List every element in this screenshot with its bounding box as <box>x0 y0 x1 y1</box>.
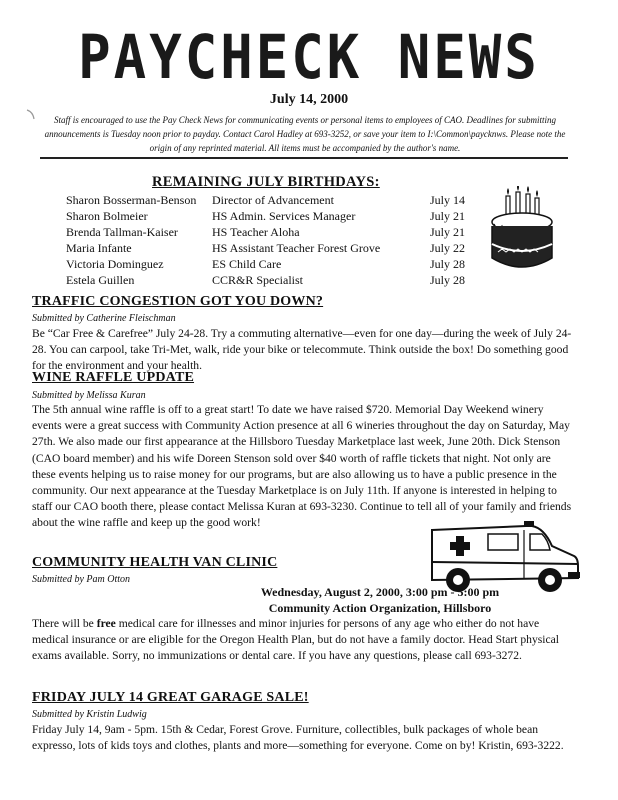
birthday-row <box>66 192 490 208</box>
birthday-title: ES Child Care <box>212 257 282 271</box>
birthday-name: Sharon Bosserman-Benson <box>66 193 197 207</box>
clinic-body <box>32 616 572 665</box>
birthday-date: July 21 <box>430 225 466 239</box>
garage-body <box>32 722 572 754</box>
birthday-row <box>66 224 490 240</box>
wine-byline: Submitted by Melissa Kuran <box>32 390 146 401</box>
birthday-cake-icon <box>484 186 558 276</box>
wine-body <box>32 402 572 532</box>
birthdays-heading: REMAINING JULY BIRTHDAYS: <box>152 174 380 190</box>
birthday-row <box>66 240 490 256</box>
clinic-paragraph <box>32 616 572 665</box>
birthday-date: July 28 <box>430 257 466 271</box>
traffic-body <box>32 326 572 375</box>
issue-date: July 14, 2000 <box>269 92 349 107</box>
birthday-title: HS Admin. Services Manager <box>212 209 356 223</box>
traffic-heading: TRAFFIC CONGESTION GOT YOU DOWN? <box>32 294 324 309</box>
traffic-paragraph: Be “Car Free & Carefree” July 24-28. Try a commuting alternative—even for one day—during the week of July 24-28. You can carpool, take Tri-Met, walk, ride your bike or telecommute. Think outside the box! Do something good for the environment and your health. <box>32 327 572 373</box>
clinic-text-before: There will be <box>32 617 97 630</box>
birthday-date: July 21 <box>430 209 466 223</box>
masthead-title: PAYCHECK NEWS <box>78 21 540 93</box>
garage-heading: FRIDAY JULY 14 GREAT GARAGE SALE! <box>32 690 309 705</box>
birthday-name: Sharon Bolmeier <box>66 209 148 223</box>
birthday-name: Brenda Tallman-Kaiser <box>66 225 178 239</box>
birthday-title: Director of Advancement <box>212 193 334 207</box>
wine-heading: WINE RAFFLE UPDATE <box>32 370 195 385</box>
birthday-row <box>66 256 490 272</box>
birthday-title: HS Teacher Aloha <box>212 225 300 239</box>
birthday-date: July 22 <box>430 241 466 255</box>
clinic-heading: COMMUNITY HEALTH VAN CLINIC <box>32 555 278 570</box>
birthday-date: July 28 <box>430 273 466 287</box>
garage-byline: Submitted by Kristin Ludwig <box>32 709 147 720</box>
birthday-name: Estela Guillen <box>66 273 135 287</box>
clinic-text-free: free <box>96 617 116 630</box>
header-divider <box>40 157 568 159</box>
margin-mark-icon <box>24 108 38 122</box>
birthdays-table <box>66 192 490 288</box>
garage-paragraph: Friday July 14, 9am - 5pm. 15th & Cedar, Forest Grove. Furniture, collectibles, bulk packages of whole bean expresso, lots of kids toys and clothes, plants and more—something for everyone. Come on by! Kristin, 693-3222. <box>32 723 564 753</box>
wine-paragraph: The 5th annual wine raffle is off to a great start! To date we have raised $720. Memorial Day Weekend winery events were a great success with Community Action presence at all 6 wineries throughout the day on Saturday, May 27th. We also made our first appearance at the Hillsboro Tuesday Marketplace last week, June 20th. Dick Stenson (CAO board member) and his wife Doreen Stenson sold over $40 worth of raffle tickets that night. Not only are these events helping us to raise money for our programs, but are also allowing us to have a public presence in the community. Our next appearance at the Tuesday Marketplace is on July 11th. If anyone is interested in helping to staff our CAO booth there, please contact Melissa Kuran at 693-3230. Continue to tell all of your family and friends about the wine raffle and keep up the good work! <box>32 403 572 530</box>
birthday-row <box>66 208 490 224</box>
intro-notice: Staff is encouraged to use the Pay Check News for communicating events or personal items to employees of CAO. Deadlines for submitting announcements is Tuesday noon prior to payday. Contact Carol Hadley at 693-3252, or save your item to I:\Common\paycknws. Please note the origin of any reprinted material. All items must be accompanied by the author's name. <box>44 115 566 153</box>
birthday-title: HS Assistant Teacher Forest Grove <box>212 241 381 255</box>
birthday-title: CCR&R Specialist <box>212 273 304 287</box>
clinic-byline: Submitted by Pam Otton <box>32 574 131 585</box>
clinic-when: Wednesday, August 2, 2000, 3:00 pm - 5:00 pm <box>260 585 500 599</box>
birthday-name: Victoria Dominguez <box>66 257 164 271</box>
traffic-byline: Submitted by Catherine Fleischman <box>32 313 176 324</box>
birthday-date: July 14 <box>430 193 466 207</box>
clinic-text-after: medical care for illnesses and minor injuries for persons of any age who either do not have medical insurance or are eligible for the Oregon Health Plan, but do not have a family doctor. Head Start physical exams available. Sorry, no immunizations or dental care. If you have any questions, please call 693-3272. <box>32 617 560 663</box>
birthday-name: Maria Infante <box>66 241 132 255</box>
birthday-row <box>66 272 490 288</box>
clinic-where: Community Action Organization, Hillsboro <box>268 601 492 615</box>
